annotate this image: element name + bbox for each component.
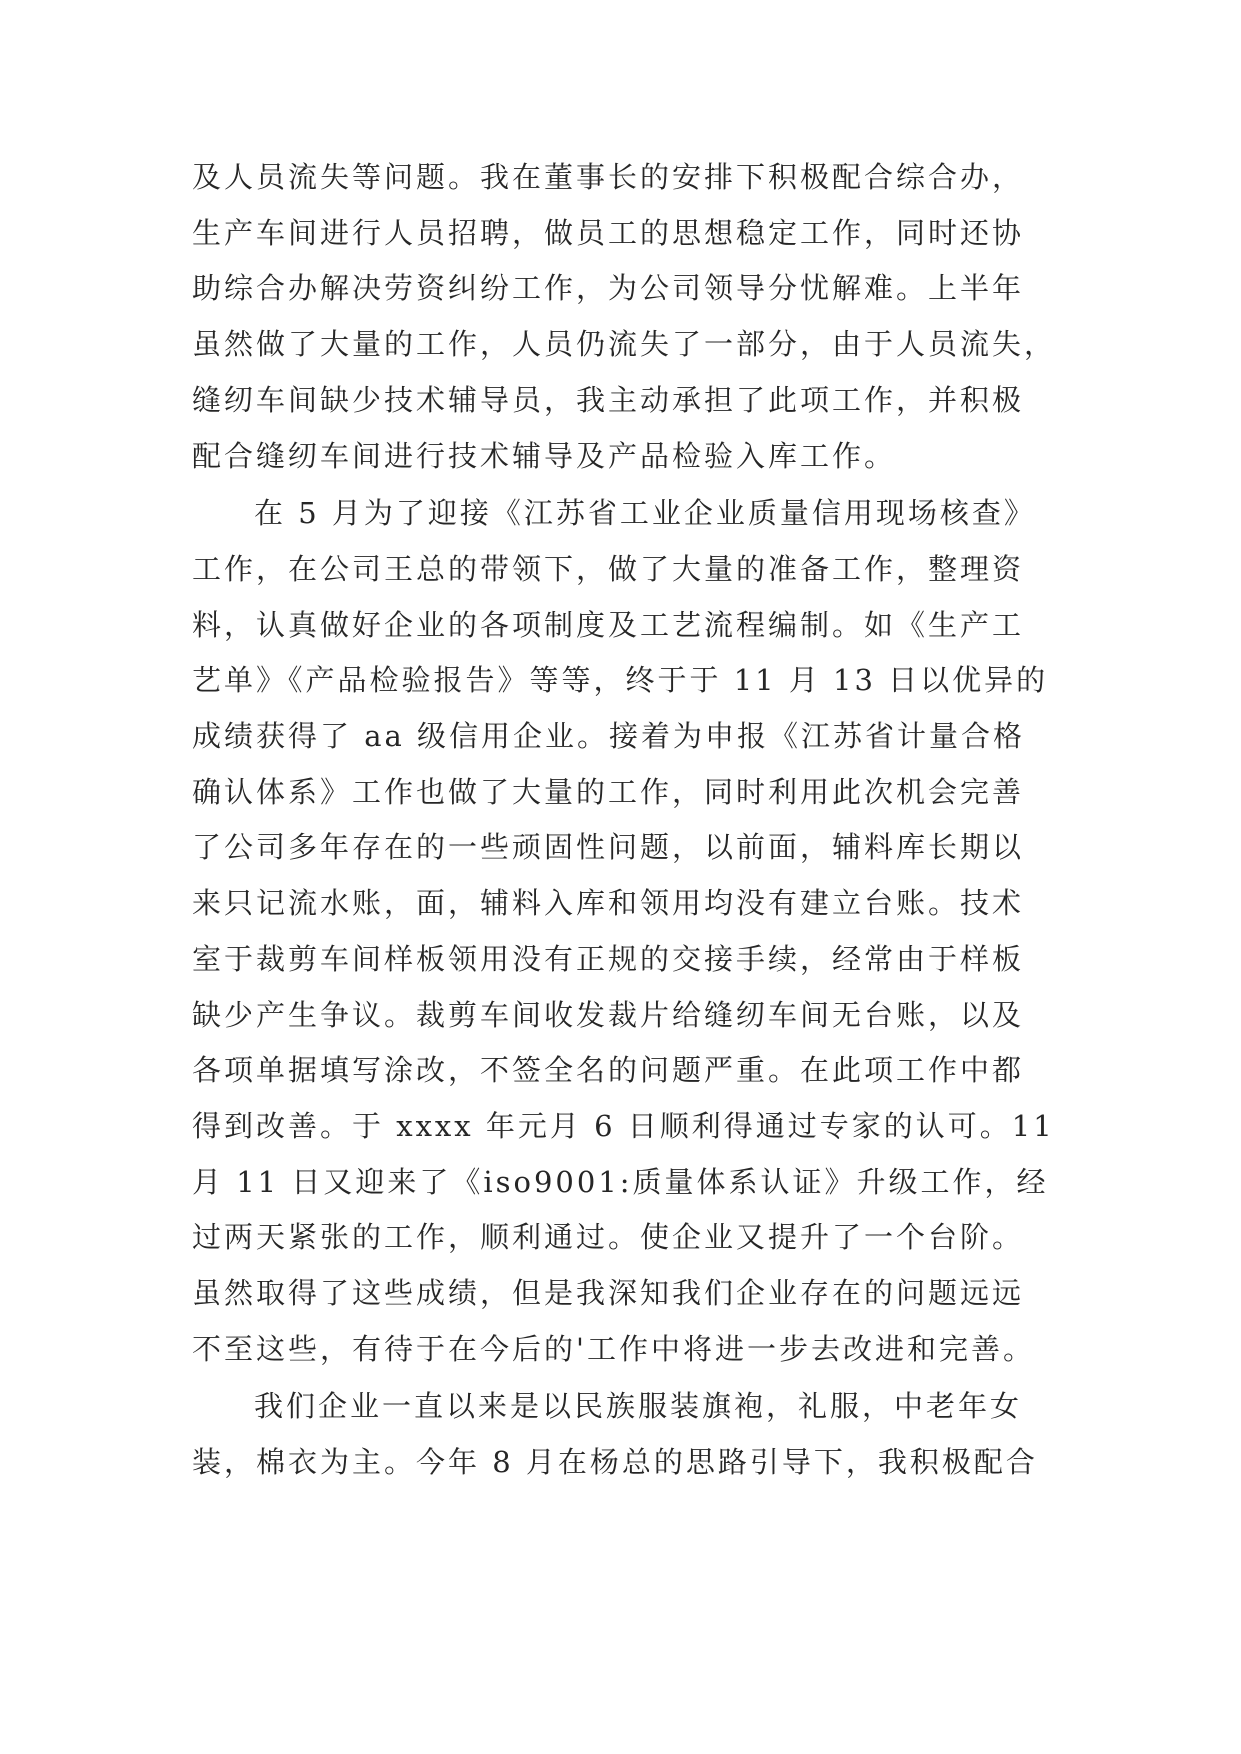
text-line: 工作，在公司王总的带领下，做了大量的准备工作，整理资 xyxy=(192,551,1025,586)
text-line: 虽然做了大量的工作，人员仍流失了一部分，由于人员流失， xyxy=(192,327,1057,362)
text-line: 得到改善。于 xxxx 年元月 6 日顺利得通过专家的认可。11 xyxy=(192,1108,1055,1143)
text-line: 成绩获得了 aa 级信用企业。接着为申报《江苏省计量合格 xyxy=(192,719,1026,754)
text-line: 室于裁剪车间样板领用没有正规的交接手续，经常由于样板 xyxy=(192,941,1025,976)
text-line: 配合缝纫车间进行技术辅导及产品检验入库工作。 xyxy=(192,438,897,473)
text-line: 艺单》《产品检验报告》等等，终于于 11 月 13 日以优异的 xyxy=(192,663,1049,698)
paragraph-1 xyxy=(192,150,1060,484)
text-line: 我们企业一直以来是以民族服装旗袍，礼服，中老年女 xyxy=(254,1389,1023,1424)
text-line: 缺少产生争议。裁剪车间收发裁片给缝纫车间无台账，以及 xyxy=(192,997,1025,1032)
body-text xyxy=(192,150,1060,1493)
text-line: 不至这些，有待于在今后的'工作中将进一步去改进和完善。 xyxy=(192,1331,1035,1366)
paragraph-3 xyxy=(192,1379,1060,1490)
text-line: 及人员流失等问题。我在董事长的安排下积极配合综合办， xyxy=(192,160,1025,194)
text-line: 虽然取得了这些成绩，但是我深知我们企业存在的问题远远 xyxy=(192,1276,1025,1311)
text-line: 料，认真做好企业的各项制度及工艺流程编制。如《生产工 xyxy=(192,607,1025,642)
text-line: 各项单据填写涂改，不签全名的问题严重。在此项工作中都 xyxy=(192,1053,1025,1088)
text-line: 装，棉衣为主。今年 8 月在杨总的思路引导下，我积极配合 xyxy=(192,1445,1038,1480)
text-line: 来只记流水账，面，辅料入库和领用均没有建立台账。技术 xyxy=(192,886,1025,921)
text-line: 月 11 日又迎来了《iso9001:质量体系认证》升级工作，经 xyxy=(192,1164,1049,1199)
text-line: 确认体系》工作也做了大量的工作，同时利用此次机会完善 xyxy=(192,774,1025,809)
text-line: 助综合办解决劳资纠纷工作，为公司领导分忧解难。上半年 xyxy=(192,271,1025,306)
text-line: 生产车间进行人员招聘，做员工的思想稳定工作，同时还协 xyxy=(192,215,1025,250)
text-line: 在 5 月为了迎接《江苏省工业企业质量信用现场核查》 xyxy=(254,496,1036,531)
text-line: 了公司多年存在的一些顽固性问题，以前面，辅料库长期以 xyxy=(192,830,1025,865)
text-line: 缝纫车间缺少技术辅导员，我主动承担了此项工作，并积极 xyxy=(192,382,1025,417)
text-line: 过两天紧张的工作，顺利通过。使企业又提升了一个台阶。 xyxy=(192,1220,1025,1255)
paragraph-2 xyxy=(192,486,1060,1377)
